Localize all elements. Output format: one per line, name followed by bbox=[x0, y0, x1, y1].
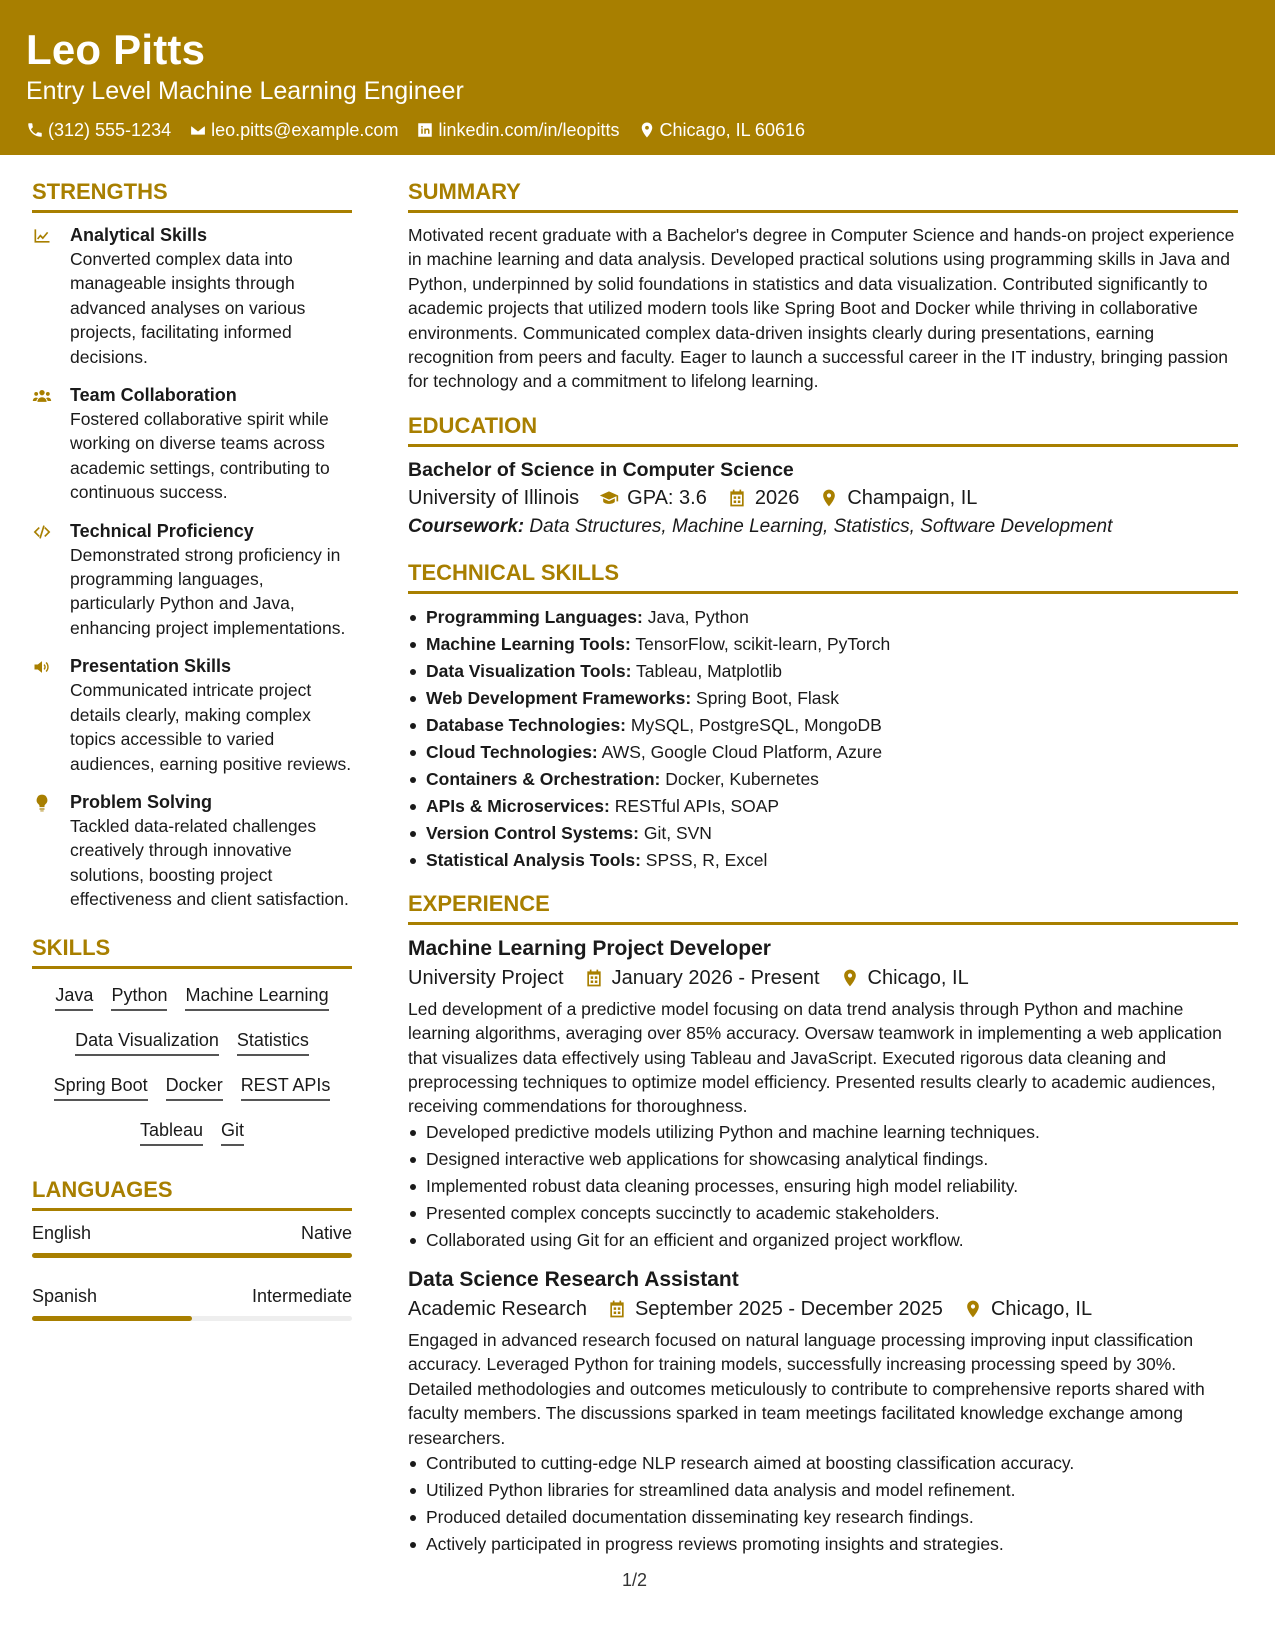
skill-tag: Statistics bbox=[237, 1028, 309, 1056]
experience-entry bbox=[408, 1266, 1238, 1558]
linkedin-text: linkedin.com/in/leopitts bbox=[438, 120, 620, 140]
skill-row bbox=[38, 1073, 346, 1101]
school-location: Champaign, IL bbox=[847, 486, 978, 509]
phone-text: (312) 555-1234 bbox=[48, 120, 172, 140]
technical-skills-list bbox=[408, 604, 1238, 874]
map-pin-icon bbox=[963, 1299, 983, 1319]
list-item: Collaborated using Git for an efficient and organized project workflow. bbox=[408, 1227, 1238, 1254]
date-range: September 2025 - December 2025 bbox=[634, 1297, 943, 1320]
language-level-fill bbox=[32, 1316, 192, 1321]
list-item: Designed interactive web applications for showcasing analytical findings. bbox=[408, 1146, 1238, 1173]
language-level-bar bbox=[32, 1316, 352, 1321]
speaker-icon bbox=[32, 657, 52, 677]
skill-tag: Tableau bbox=[140, 1118, 203, 1146]
education-heading: EDUCATION bbox=[408, 412, 1238, 447]
skill-row bbox=[38, 1118, 346, 1146]
calendar-icon bbox=[727, 488, 747, 508]
organization: Academic Research bbox=[408, 1297, 587, 1320]
skill-tag: Git bbox=[221, 1118, 244, 1146]
calendar-icon bbox=[607, 1299, 627, 1319]
chart-line-icon bbox=[32, 226, 52, 246]
strength-title: Analytical Skills bbox=[70, 225, 208, 245]
skill-row bbox=[38, 1028, 346, 1056]
list-item: Produced detailed documentation disseminating key research findings. bbox=[408, 1504, 1238, 1531]
language-name: English bbox=[32, 1222, 92, 1243]
contact-bar bbox=[26, 118, 1249, 142]
skill-tag: REST APIs bbox=[241, 1073, 331, 1101]
skill-tag: Data Visualization bbox=[75, 1028, 219, 1056]
strength-item bbox=[32, 790, 352, 912]
list-item: Utilized Python libraries for streamlined data analysis and model refinement. bbox=[408, 1477, 1238, 1504]
candidate-name: Leo Pitts bbox=[26, 26, 206, 73]
linkedin-icon bbox=[416, 121, 434, 139]
list-item: Programming Languages: Java, Python bbox=[408, 604, 1238, 631]
list-item: Containers & Orchestration: Docker, Kubernetes bbox=[408, 766, 1238, 793]
education-meta bbox=[408, 483, 1238, 513]
code-icon bbox=[32, 522, 52, 542]
position-title: Data Science Research Assistant bbox=[408, 1267, 739, 1291]
phone-icon bbox=[26, 121, 44, 139]
header bbox=[0, 0, 1275, 155]
map-pin-icon bbox=[638, 121, 656, 139]
language-level: Native bbox=[300, 1222, 352, 1243]
experience-heading: EXPERIENCE bbox=[408, 890, 1238, 925]
job-location: Chicago, IL bbox=[867, 966, 969, 989]
technical-skills-heading: TECHNICAL SKILLS bbox=[408, 559, 1238, 594]
list-item: Actively participated in progress reviews promoting insights and strategies. bbox=[408, 1531, 1238, 1558]
job-description: Engaged in advanced research focused on natural language processing improving input classification accuracy. Leveraged Python for training models, successfully increasing processing speed by 30%. Detailed methodologies and outcomes meticulously to contribute to comprehensive reports shared with faculty members. The discussions sparked in team meetings facilitated knowledge exchange among researchers. bbox=[408, 1329, 1205, 1448]
job-title: Entry Level Machine Learning Engineer bbox=[26, 77, 464, 105]
strength-title: Technical Proficiency bbox=[70, 520, 254, 541]
organization: University Project bbox=[408, 966, 564, 989]
language-item bbox=[32, 1284, 352, 1321]
school-name: University of Illinois bbox=[408, 486, 580, 509]
list-item: Version Control Systems: Git, SVN bbox=[408, 820, 1238, 847]
job-bullets bbox=[408, 1450, 1238, 1558]
strengths-heading: STRENGTHS bbox=[32, 178, 352, 213]
page-number: 1/2 bbox=[622, 1570, 648, 1590]
contact-email[interactable] bbox=[189, 118, 398, 142]
strength-desc: Tackled data-related challenges creatively through innovative solutions, boosting project effectiveness and client satisfaction. bbox=[70, 815, 349, 910]
list-item: Contributed to cutting-edge NLP research aimed at boosting classification accuracy. bbox=[408, 1450, 1238, 1477]
strength-desc: Demonstrated strong proficiency in programming languages, particularly Python and Java, enhancing project implementations. bbox=[70, 544, 346, 638]
contact-phone[interactable] bbox=[26, 118, 171, 142]
list-item: Data Visualization Tools: Tableau, Matplotlib bbox=[408, 658, 1238, 685]
strength-title: Problem Solving bbox=[70, 791, 213, 812]
strength-item bbox=[32, 383, 352, 505]
coursework-label: Coursework: bbox=[408, 515, 525, 537]
gpa-text: GPA: 3.6 bbox=[627, 486, 707, 509]
language-name: Spanish bbox=[32, 1285, 98, 1306]
map-pin-icon bbox=[819, 488, 839, 508]
list-item: Developed predictive models utilizing Python and machine learning techniques. bbox=[408, 1119, 1238, 1146]
coursework-text: Data Structures, Machine Learning, Statistics, Software Development bbox=[529, 515, 1113, 537]
experience-meta bbox=[408, 1294, 1238, 1324]
skills-tags bbox=[32, 979, 352, 1146]
coursework bbox=[408, 513, 1238, 541]
skill-tag: Spring Boot bbox=[54, 1073, 148, 1101]
job-description: Led development of a predictive model focusing on data trend analysis through Python and machine learning algorithms, averaging over 85% accuracy. Oversaw teamwork in implementing a web application that visualizes data effectively using Tableau and JavaScript. Executed rigorous data cleaning and preprocessing techniques to optimize model efficiency. Presented results clearly to academic audiences, receiving commendations for thoroughness. bbox=[408, 998, 1222, 1117]
skill-row bbox=[38, 983, 346, 1011]
list-item: Web Development Frameworks: Spring Boot, Flask bbox=[408, 685, 1238, 712]
job-location: Chicago, IL bbox=[990, 1297, 1093, 1320]
strength-desc: Communicated intricate project details clearly, making complex topics accessible to varied audiences, earning positive reviews. bbox=[70, 680, 352, 774]
summary-text: Motivated recent graduate with a Bachelor's degree in Computer Science and hands-on project experience in machine learning and data analysis. Developed practical solutions using programming skills in Java and Python, underpinned by solid foundations in statistics and data visualization. Contributed significantly to academic projects that utilized modern tools like Spring Boot and Docker while thriving in collaborative environments. Communicated complex data-driven insights clearly during presentations, earning recognition from peers and faculty. Eager to launch a successful career in the IT industry, bringing passion for technology and a commitment to lifelong learning. bbox=[408, 225, 1235, 392]
list-item: APIs & Microservices: RESTful APIs, SOAP bbox=[408, 793, 1238, 820]
graduation-cap-icon bbox=[599, 488, 619, 508]
lightbulb-icon bbox=[32, 793, 52, 813]
list-item: Cloud Technologies: AWS, Google Cloud Platform, Azure bbox=[408, 739, 1238, 766]
strength-title: Team Collaboration bbox=[70, 385, 237, 406]
right-column bbox=[408, 178, 1238, 1570]
strength-item bbox=[32, 519, 352, 641]
skill-tag: Java bbox=[55, 983, 93, 1011]
experience-meta bbox=[408, 963, 1238, 993]
list-item: Database Technologies: MySQL, PostgreSQL, MongoDB bbox=[408, 712, 1238, 739]
location-text: Chicago, IL 60616 bbox=[659, 120, 805, 140]
strength-title: Presentation Skills bbox=[70, 656, 232, 677]
language-level-fill bbox=[32, 1253, 352, 1258]
calendar-icon bbox=[584, 968, 604, 988]
email-text: leo.pitts@example.com bbox=[211, 120, 399, 140]
language-level-bar bbox=[32, 1253, 352, 1258]
list-item: Statistical Analysis Tools: SPSS, R, Excel bbox=[408, 847, 1238, 874]
map-pin-icon bbox=[840, 968, 860, 988]
skill-tag: Machine Learning bbox=[185, 983, 328, 1011]
contact-linkedin[interactable] bbox=[416, 118, 619, 142]
position-title: Machine Learning Project Developer bbox=[408, 936, 771, 960]
list-item: Implemented robust data cleaning processes, ensuring high model reliability. bbox=[408, 1173, 1238, 1200]
job-bullets bbox=[408, 1119, 1238, 1254]
strength-desc: Fostered collaborative spirit while working on diverse teams across academic settings, contributing to continuous success. bbox=[70, 409, 330, 503]
language-level: Intermediate bbox=[251, 1285, 352, 1306]
strength-item bbox=[32, 654, 352, 776]
languages-heading: LANGUAGES bbox=[32, 1176, 352, 1211]
degree-title: Bachelor of Science in Computer Science bbox=[408, 458, 794, 481]
users-icon bbox=[32, 386, 52, 406]
skill-tag: Docker bbox=[166, 1073, 223, 1101]
skills-heading: SKILLS bbox=[32, 934, 352, 969]
list-item: Machine Learning Tools: TensorFlow, scikit-learn, PyTorch bbox=[408, 631, 1238, 658]
graduation-year: 2026 bbox=[754, 486, 800, 509]
strength-item bbox=[32, 223, 352, 369]
skill-tag: Python bbox=[111, 983, 167, 1011]
envelope-icon bbox=[189, 121, 207, 139]
contact-location bbox=[638, 118, 805, 142]
language-item bbox=[32, 1221, 352, 1258]
experience-entry bbox=[408, 935, 1238, 1254]
list-item: Presented complex concepts succinctly to academic stakeholders. bbox=[408, 1200, 1238, 1227]
strength-desc: Converted complex data into manageable insights through advanced analyses on various projects, facilitating informed decisions. bbox=[70, 249, 306, 367]
date-range: January 2026 - Present bbox=[611, 966, 820, 989]
left-column bbox=[32, 178, 352, 1347]
summary-heading: SUMMARY bbox=[408, 178, 1238, 213]
